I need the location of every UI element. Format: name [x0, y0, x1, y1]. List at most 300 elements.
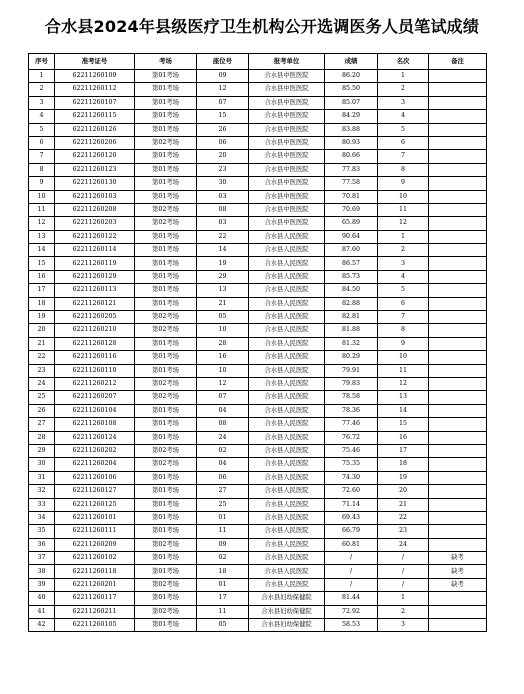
- cell-exam-room: 第01考场: [135, 431, 197, 444]
- cell-exam-room: 第02考场: [135, 324, 197, 337]
- cell-unit: 合水县人民医院: [249, 270, 325, 283]
- cell-seat-no: 21: [197, 297, 249, 310]
- cell-seat-no: 11: [197, 605, 249, 618]
- cell-seq: 30: [29, 458, 55, 471]
- cell-score: 80.93: [325, 136, 378, 149]
- table-row: [29, 351, 487, 364]
- table-row: [29, 592, 487, 605]
- cell-exam-id: 62211260109: [55, 70, 135, 83]
- cell-seat-no: 03: [197, 190, 249, 203]
- cell-unit: 合水县人民医院: [249, 311, 325, 324]
- cell-exam-id: 62211260116: [55, 351, 135, 364]
- cell-seq: 21: [29, 337, 55, 350]
- cell-exam-room: 第01考场: [135, 511, 197, 524]
- cell-seat-no: 16: [197, 351, 249, 364]
- table-row: [29, 377, 487, 390]
- cell-unit: 合水县人民医院: [249, 244, 325, 257]
- cell-seat-no: 11: [197, 525, 249, 538]
- cell-score: 84.29: [325, 110, 378, 123]
- cell-exam-room: 第01考场: [135, 498, 197, 511]
- cell-seat-no: 23: [197, 163, 249, 176]
- cell-exam-room: 第01考场: [135, 297, 197, 310]
- cell-seat-no: 24: [197, 431, 249, 444]
- cell-note: [429, 485, 487, 498]
- table-row: [29, 418, 487, 431]
- header-note: 备注: [429, 54, 487, 70]
- table-row: [29, 458, 487, 471]
- table-row: [29, 485, 487, 498]
- cell-exam-id: 62211260129: [55, 270, 135, 283]
- cell-note: [429, 311, 487, 324]
- cell-rank: 10: [378, 190, 429, 203]
- cell-exam-id: 62211260105: [55, 619, 135, 632]
- cell-score: 81.44: [325, 592, 378, 605]
- cell-note: [429, 110, 487, 123]
- cell-note: [429, 163, 487, 176]
- cell-unit: 合水县人民医院: [249, 525, 325, 538]
- cell-seq: 14: [29, 244, 55, 257]
- results-table: [28, 53, 487, 632]
- cell-exam-room: 第01考场: [135, 96, 197, 109]
- table-row: [29, 297, 487, 310]
- cell-rank: 9: [378, 337, 429, 350]
- cell-note: [429, 471, 487, 484]
- cell-seat-no: 07: [197, 96, 249, 109]
- table-row: [29, 525, 487, 538]
- cell-score: 77.46: [325, 418, 378, 431]
- cell-seq: 1: [29, 70, 55, 83]
- cell-rank: 18: [378, 458, 429, 471]
- cell-rank: 2: [378, 244, 429, 257]
- cell-seq: 41: [29, 605, 55, 618]
- cell-seat-no: 02: [197, 444, 249, 457]
- cell-seq: 32: [29, 485, 55, 498]
- cell-exam-id: 62211260122: [55, 230, 135, 243]
- cell-rank: 7: [378, 150, 429, 163]
- cell-rank: 3: [378, 257, 429, 270]
- cell-seq: 29: [29, 444, 55, 457]
- cell-score: 86.20: [325, 70, 378, 83]
- table-row: [29, 96, 487, 109]
- cell-exam-id: 62211260130: [55, 177, 135, 190]
- cell-seq: 6: [29, 136, 55, 149]
- cell-exam-room: 第02考场: [135, 578, 197, 591]
- cell-seq: 11: [29, 203, 55, 216]
- cell-seat-no: 12: [197, 83, 249, 96]
- cell-seat-no: 17: [197, 592, 249, 605]
- cell-exam-room: 第01考场: [135, 230, 197, 243]
- cell-score: 71.14: [325, 498, 378, 511]
- cell-exam-room: 第02考场: [135, 605, 197, 618]
- cell-seat-no: 06: [197, 136, 249, 149]
- cell-note: 缺考: [429, 552, 487, 565]
- cell-unit: 合水县中医医院: [249, 150, 325, 163]
- cell-note: [429, 217, 487, 230]
- cell-exam-room: 第01考场: [135, 70, 197, 83]
- cell-seq: 23: [29, 364, 55, 377]
- table-row: [29, 391, 487, 404]
- cell-unit: 合水县人民医院: [249, 538, 325, 551]
- cell-unit: 合水县人民医院: [249, 377, 325, 390]
- cell-seq: 26: [29, 404, 55, 417]
- table-row: [29, 578, 487, 591]
- cell-exam-id: 62211260206: [55, 136, 135, 149]
- cell-unit: 合水县中医医院: [249, 190, 325, 203]
- cell-note: [429, 177, 487, 190]
- cell-rank: 6: [378, 297, 429, 310]
- cell-exam-id: 62211260108: [55, 418, 135, 431]
- cell-score: 76.72: [325, 431, 378, 444]
- cell-exam-id: 62211260209: [55, 538, 135, 551]
- table-row: [29, 123, 487, 136]
- cell-score: 65.89: [325, 217, 378, 230]
- cell-seq: 12: [29, 217, 55, 230]
- cell-seat-no: 12: [197, 377, 249, 390]
- cell-seq: 8: [29, 163, 55, 176]
- cell-score: 82.81: [325, 311, 378, 324]
- cell-rank: 24: [378, 538, 429, 551]
- cell-unit: 合水县人民医院: [249, 471, 325, 484]
- cell-note: 缺考: [429, 565, 487, 578]
- cell-rank: 8: [378, 163, 429, 176]
- cell-rank: 2: [378, 83, 429, 96]
- cell-seat-no: 03: [197, 217, 249, 230]
- cell-rank: /: [378, 552, 429, 565]
- cell-unit: 合水县中医医院: [249, 177, 325, 190]
- cell-note: [429, 619, 487, 632]
- cell-score: 86.57: [325, 257, 378, 270]
- cell-rank: 23: [378, 525, 429, 538]
- cell-exam-room: 第01考场: [135, 163, 197, 176]
- cell-seq: 36: [29, 538, 55, 551]
- cell-score: 69.43: [325, 511, 378, 524]
- cell-unit: 合水县人民医院: [249, 552, 325, 565]
- cell-score: 58.53: [325, 619, 378, 632]
- cell-exam-room: 第02考场: [135, 217, 197, 230]
- cell-score: 90.64: [325, 230, 378, 243]
- cell-seat-no: 10: [197, 364, 249, 377]
- cell-seat-no: 04: [197, 458, 249, 471]
- cell-unit: 合水县人民医院: [249, 364, 325, 377]
- cell-score: 78.36: [325, 404, 378, 417]
- cell-exam-id: 62211260208: [55, 203, 135, 216]
- cell-exam-id: 62211260123: [55, 163, 135, 176]
- cell-exam-id: 62211260112: [55, 83, 135, 96]
- cell-note: [429, 418, 487, 431]
- cell-score: 74.30: [325, 471, 378, 484]
- cell-note: [429, 351, 487, 364]
- cell-seq: 39: [29, 578, 55, 591]
- cell-rank: 20: [378, 485, 429, 498]
- table-row: [29, 190, 487, 203]
- cell-exam-id: 62211260104: [55, 404, 135, 417]
- cell-rank: 8: [378, 324, 429, 337]
- cell-seq: 31: [29, 471, 55, 484]
- table-row: [29, 70, 487, 83]
- cell-unit: 合水县中医医院: [249, 83, 325, 96]
- cell-seat-no: 08: [197, 418, 249, 431]
- cell-unit: 合水县人民医院: [249, 485, 325, 498]
- cell-unit: 合水县人民医院: [249, 578, 325, 591]
- cell-exam-id: 62211260211: [55, 605, 135, 618]
- cell-seq: 13: [29, 230, 55, 243]
- cell-exam-id: 62211260103: [55, 190, 135, 203]
- table-row: [29, 217, 487, 230]
- cell-seq: 18: [29, 297, 55, 310]
- cell-seat-no: 08: [197, 203, 249, 216]
- cell-seat-no: 05: [197, 311, 249, 324]
- table-row: [29, 136, 487, 149]
- cell-exam-id: 62211260205: [55, 311, 135, 324]
- cell-exam-room: 第02考场: [135, 458, 197, 471]
- cell-unit: 合水县人民医院: [249, 498, 325, 511]
- cell-seat-no: 07: [197, 391, 249, 404]
- cell-rank: 10: [378, 351, 429, 364]
- cell-seq: 15: [29, 257, 55, 270]
- cell-seat-no: 28: [197, 337, 249, 350]
- cell-exam-room: 第01考场: [135, 351, 197, 364]
- cell-exam-room: 第01考场: [135, 177, 197, 190]
- cell-seq: 20: [29, 324, 55, 337]
- cell-rank: 11: [378, 203, 429, 216]
- cell-score: 75.35: [325, 458, 378, 471]
- table-row: [29, 257, 487, 270]
- cell-seq: 3: [29, 96, 55, 109]
- cell-unit: 合水县妇幼保健院: [249, 619, 325, 632]
- cell-exam-room: 第01考场: [135, 244, 197, 257]
- cell-seq: 9: [29, 177, 55, 190]
- cell-note: [429, 136, 487, 149]
- cell-seq: 38: [29, 565, 55, 578]
- cell-rank: 4: [378, 110, 429, 123]
- cell-seat-no: 01: [197, 511, 249, 524]
- cell-note: [429, 431, 487, 444]
- cell-seq: 4: [29, 110, 55, 123]
- cell-exam-id: 62211260127: [55, 485, 135, 498]
- cell-seat-no: 29: [197, 270, 249, 283]
- cell-exam-room: 第01考场: [135, 257, 197, 270]
- cell-score: 80.66: [325, 150, 378, 163]
- cell-score: 72.92: [325, 605, 378, 618]
- cell-seat-no: 05: [197, 619, 249, 632]
- cell-score: 81.88: [325, 324, 378, 337]
- cell-note: [429, 364, 487, 377]
- cell-exam-id: 62211260101: [55, 511, 135, 524]
- cell-exam-room: 第01考场: [135, 190, 197, 203]
- cell-exam-id: 62211260201: [55, 578, 135, 591]
- cell-exam-room: 第02考场: [135, 391, 197, 404]
- table-row: [29, 619, 487, 632]
- header-rank: 名次: [378, 54, 429, 70]
- table-row: [29, 83, 487, 96]
- cell-score: /: [325, 578, 378, 591]
- cell-note: [429, 538, 487, 551]
- cell-exam-id: 62211260110: [55, 364, 135, 377]
- cell-exam-id: 62211260111: [55, 525, 135, 538]
- table-row: [29, 244, 487, 257]
- cell-score: 75.46: [325, 444, 378, 457]
- cell-exam-room: 第02考场: [135, 444, 197, 457]
- cell-exam-room: 第02考场: [135, 538, 197, 551]
- table-row: [29, 337, 487, 350]
- cell-unit: 合水县中医医院: [249, 96, 325, 109]
- cell-unit: 合水县中医医院: [249, 123, 325, 136]
- cell-rank: 19: [378, 471, 429, 484]
- cell-rank: 12: [378, 377, 429, 390]
- cell-exam-id: 62211260210: [55, 324, 135, 337]
- cell-unit: 合水县中医医院: [249, 217, 325, 230]
- table-row: [29, 364, 487, 377]
- cell-seq: 42: [29, 619, 55, 632]
- cell-unit: 合水县妇幼保健院: [249, 592, 325, 605]
- cell-exam-room: 第01考场: [135, 270, 197, 283]
- cell-exam-id: 62211260212: [55, 377, 135, 390]
- cell-unit: 合水县人民医院: [249, 230, 325, 243]
- cell-seq: 5: [29, 123, 55, 136]
- cell-score: 77.58: [325, 177, 378, 190]
- cell-exam-room: 第01考场: [135, 337, 197, 350]
- cell-note: [429, 70, 487, 83]
- cell-note: [429, 377, 487, 390]
- cell-exam-id: 62211260106: [55, 471, 135, 484]
- cell-score: 79.83: [325, 377, 378, 390]
- cell-exam-id: 62211260207: [55, 391, 135, 404]
- cell-rank: 12: [378, 217, 429, 230]
- cell-seat-no: 04: [197, 404, 249, 417]
- cell-seq: 2: [29, 83, 55, 96]
- cell-seq: 34: [29, 511, 55, 524]
- cell-rank: 2: [378, 605, 429, 618]
- table-row: [29, 284, 487, 297]
- cell-exam-room: 第01考场: [135, 619, 197, 632]
- table-row: [29, 498, 487, 511]
- cell-rank: 16: [378, 431, 429, 444]
- cell-unit: 合水县人民医院: [249, 418, 325, 431]
- cell-exam-room: 第01考场: [135, 565, 197, 578]
- cell-seq: 7: [29, 150, 55, 163]
- table-row: [29, 404, 487, 417]
- cell-seq: 19: [29, 311, 55, 324]
- cell-note: [429, 96, 487, 109]
- table-row: [29, 552, 487, 565]
- cell-exam-id: 62211260107: [55, 96, 135, 109]
- cell-exam-room: 第01考场: [135, 364, 197, 377]
- cell-rank: 11: [378, 364, 429, 377]
- cell-seat-no: 30: [197, 177, 249, 190]
- cell-note: [429, 150, 487, 163]
- cell-rank: 17: [378, 444, 429, 457]
- table-row: [29, 270, 487, 283]
- cell-seat-no: 06: [197, 471, 249, 484]
- cell-note: [429, 190, 487, 203]
- cell-seat-no: 10: [197, 324, 249, 337]
- cell-note: [429, 458, 487, 471]
- cell-score: 87.60: [325, 244, 378, 257]
- cell-score: 70.69: [325, 203, 378, 216]
- header-unit: 报考单位: [249, 54, 325, 70]
- table-row: [29, 163, 487, 176]
- cell-exam-room: 第01考场: [135, 83, 197, 96]
- cell-unit: 合水县中医医院: [249, 110, 325, 123]
- cell-seq: 22: [29, 351, 55, 364]
- cell-note: [429, 511, 487, 524]
- cell-unit: 合水县人民医院: [249, 351, 325, 364]
- cell-seat-no: 27: [197, 485, 249, 498]
- cell-unit: 合水县人民医院: [249, 458, 325, 471]
- cell-exam-room: 第02考场: [135, 377, 197, 390]
- table-row: [29, 311, 487, 324]
- cell-exam-room: 第01考场: [135, 552, 197, 565]
- cell-exam-room: 第01考场: [135, 471, 197, 484]
- cell-score: 70.81: [325, 190, 378, 203]
- cell-unit: 合水县人民医院: [249, 391, 325, 404]
- cell-score: 82.88: [325, 297, 378, 310]
- cell-note: [429, 244, 487, 257]
- cell-exam-id: 62211260113: [55, 284, 135, 297]
- cell-unit: 合水县中医医院: [249, 70, 325, 83]
- cell-exam-room: 第01考场: [135, 150, 197, 163]
- cell-note: [429, 324, 487, 337]
- cell-seat-no: 22: [197, 230, 249, 243]
- table-row: [29, 324, 487, 337]
- cell-rank: 5: [378, 284, 429, 297]
- cell-note: [429, 123, 487, 136]
- cell-seq: 37: [29, 552, 55, 565]
- cell-seat-no: 18: [197, 565, 249, 578]
- cell-seq: 40: [29, 592, 55, 605]
- table-row: [29, 605, 487, 618]
- cell-seat-no: 01: [197, 578, 249, 591]
- cell-exam-room: 第01考场: [135, 418, 197, 431]
- cell-score: 85.50: [325, 83, 378, 96]
- cell-unit: 合水县中医医院: [249, 136, 325, 149]
- cell-exam-room: 第02考场: [135, 136, 197, 149]
- cell-seat-no: 26: [197, 123, 249, 136]
- cell-score: 79.91: [325, 364, 378, 377]
- cell-exam-room: 第01考场: [135, 123, 197, 136]
- cell-unit: 合水县中医医院: [249, 203, 325, 216]
- table-header-row: [29, 54, 487, 70]
- cell-exam-id: 62211260202: [55, 444, 135, 457]
- cell-note: [429, 270, 487, 283]
- cell-seq: 27: [29, 418, 55, 431]
- cell-seq: 24: [29, 377, 55, 390]
- table-row: [29, 431, 487, 444]
- cell-exam-id: 62211260119: [55, 257, 135, 270]
- cell-exam-id: 62211260117: [55, 592, 135, 605]
- cell-exam-room: 第01考场: [135, 485, 197, 498]
- cell-exam-id: 62211260126: [55, 123, 135, 136]
- cell-exam-room: 第01考场: [135, 592, 197, 605]
- cell-exam-room: 第01考场: [135, 110, 197, 123]
- cell-unit: 合水县中医医院: [249, 163, 325, 176]
- cell-note: [429, 444, 487, 457]
- table-row: [29, 565, 487, 578]
- cell-exam-room: 第01考场: [135, 525, 197, 538]
- cell-unit: 合水县人民医院: [249, 337, 325, 350]
- cell-score: 77.83: [325, 163, 378, 176]
- cell-score: 80.29: [325, 351, 378, 364]
- header-score: 成绩: [325, 54, 378, 70]
- table-row: [29, 471, 487, 484]
- table-row: [29, 203, 487, 216]
- cell-exam-id: 62211260118: [55, 565, 135, 578]
- page-title: 合水县2024年县级医疗卫生机构公开选调医务人员笔试成绩: [44, 17, 480, 36]
- cell-rank: 1: [378, 592, 429, 605]
- cell-rank: 5: [378, 123, 429, 136]
- header-exam-room: 考场: [135, 54, 197, 70]
- cell-rank: /: [378, 578, 429, 591]
